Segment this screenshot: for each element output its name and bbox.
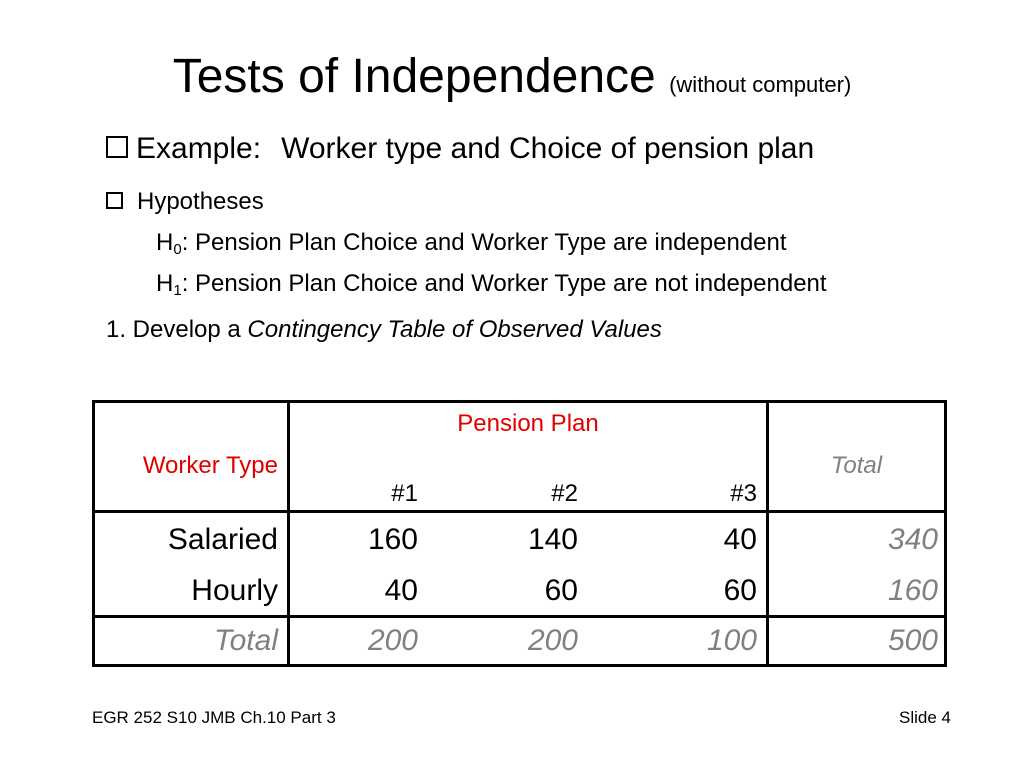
cell-salaried-3: 40 — [723, 523, 757, 556]
cell-grand-total: 500 — [887, 624, 938, 657]
step-emphasis: Contingency Table of Observed Values — [247, 316, 662, 343]
cell-salaried-total: 340 — [887, 523, 938, 556]
footer-course-info: EGR 252 S10 JMB Ch.10 Part 3 — [92, 708, 336, 727]
cell-total-2: 200 — [527, 624, 578, 657]
h0-symbol: H — [156, 229, 174, 256]
table-border-right — [944, 400, 947, 667]
h1-symbol: H — [156, 270, 174, 297]
table-border-top — [92, 400, 947, 403]
h1-subscript: 1 — [173, 282, 182, 299]
cell-total-3: 100 — [706, 624, 757, 657]
h0-subscript: 0 — [173, 241, 182, 258]
table-border-bottom — [92, 664, 947, 667]
hypotheses-bullet — [106, 186, 264, 218]
cell-hourly-total: 160 — [887, 574, 938, 607]
column-header-2: #2 — [551, 480, 578, 507]
title-main: Tests of Independence — [172, 50, 656, 103]
cell-salaried-2: 140 — [527, 523, 578, 556]
column-header-1: #1 — [391, 480, 418, 507]
pension-plan-header: Pension Plan — [457, 410, 599, 437]
worker-type-header: Worker Type — [142, 452, 278, 479]
checkbox-bullet-icon — [106, 136, 128, 158]
hypotheses-label: Hypotheses — [137, 188, 264, 215]
row-label-salaried: Salaried — [167, 523, 278, 556]
checkbox-bullet-icon — [106, 192, 123, 209]
table-divider-totals — [92, 615, 947, 618]
cell-total-1: 200 — [367, 624, 418, 657]
h1-text: : Pension Plan Choice and Worker Type are not independent — [181, 270, 827, 297]
example-label: Example: — [136, 132, 262, 165]
footer-slide-number: Slide 4 — [899, 708, 951, 727]
slide-title — [0, 48, 1024, 114]
example-bullet — [106, 130, 814, 168]
title-subtitle: (without computer) — [669, 72, 852, 97]
contingency-table — [92, 400, 947, 667]
step-instruction — [106, 314, 662, 346]
step-prefix: 1. Develop a — [106, 316, 248, 343]
table-divider-total-column — [766, 400, 769, 667]
h0-text: : Pension Plan Choice and Worker Type are independent — [181, 229, 787, 256]
cell-salaried-1: 160 — [367, 523, 418, 556]
example-text: Worker type and Choice of pension plan — [281, 132, 815, 165]
hypothesis-null — [156, 227, 787, 259]
total-column-header: Total — [830, 452, 883, 479]
table-border-left — [92, 400, 95, 667]
cell-hourly-3: 60 — [723, 574, 757, 607]
cell-hourly-2: 60 — [544, 574, 578, 607]
row-label-total: Total — [214, 624, 278, 657]
table-divider-header — [92, 510, 947, 513]
row-label-hourly: Hourly — [191, 574, 278, 607]
hypothesis-alternative — [156, 268, 827, 300]
table-divider-label-column — [287, 400, 290, 667]
cell-hourly-1: 40 — [384, 574, 418, 607]
column-header-3: #3 — [730, 480, 757, 507]
